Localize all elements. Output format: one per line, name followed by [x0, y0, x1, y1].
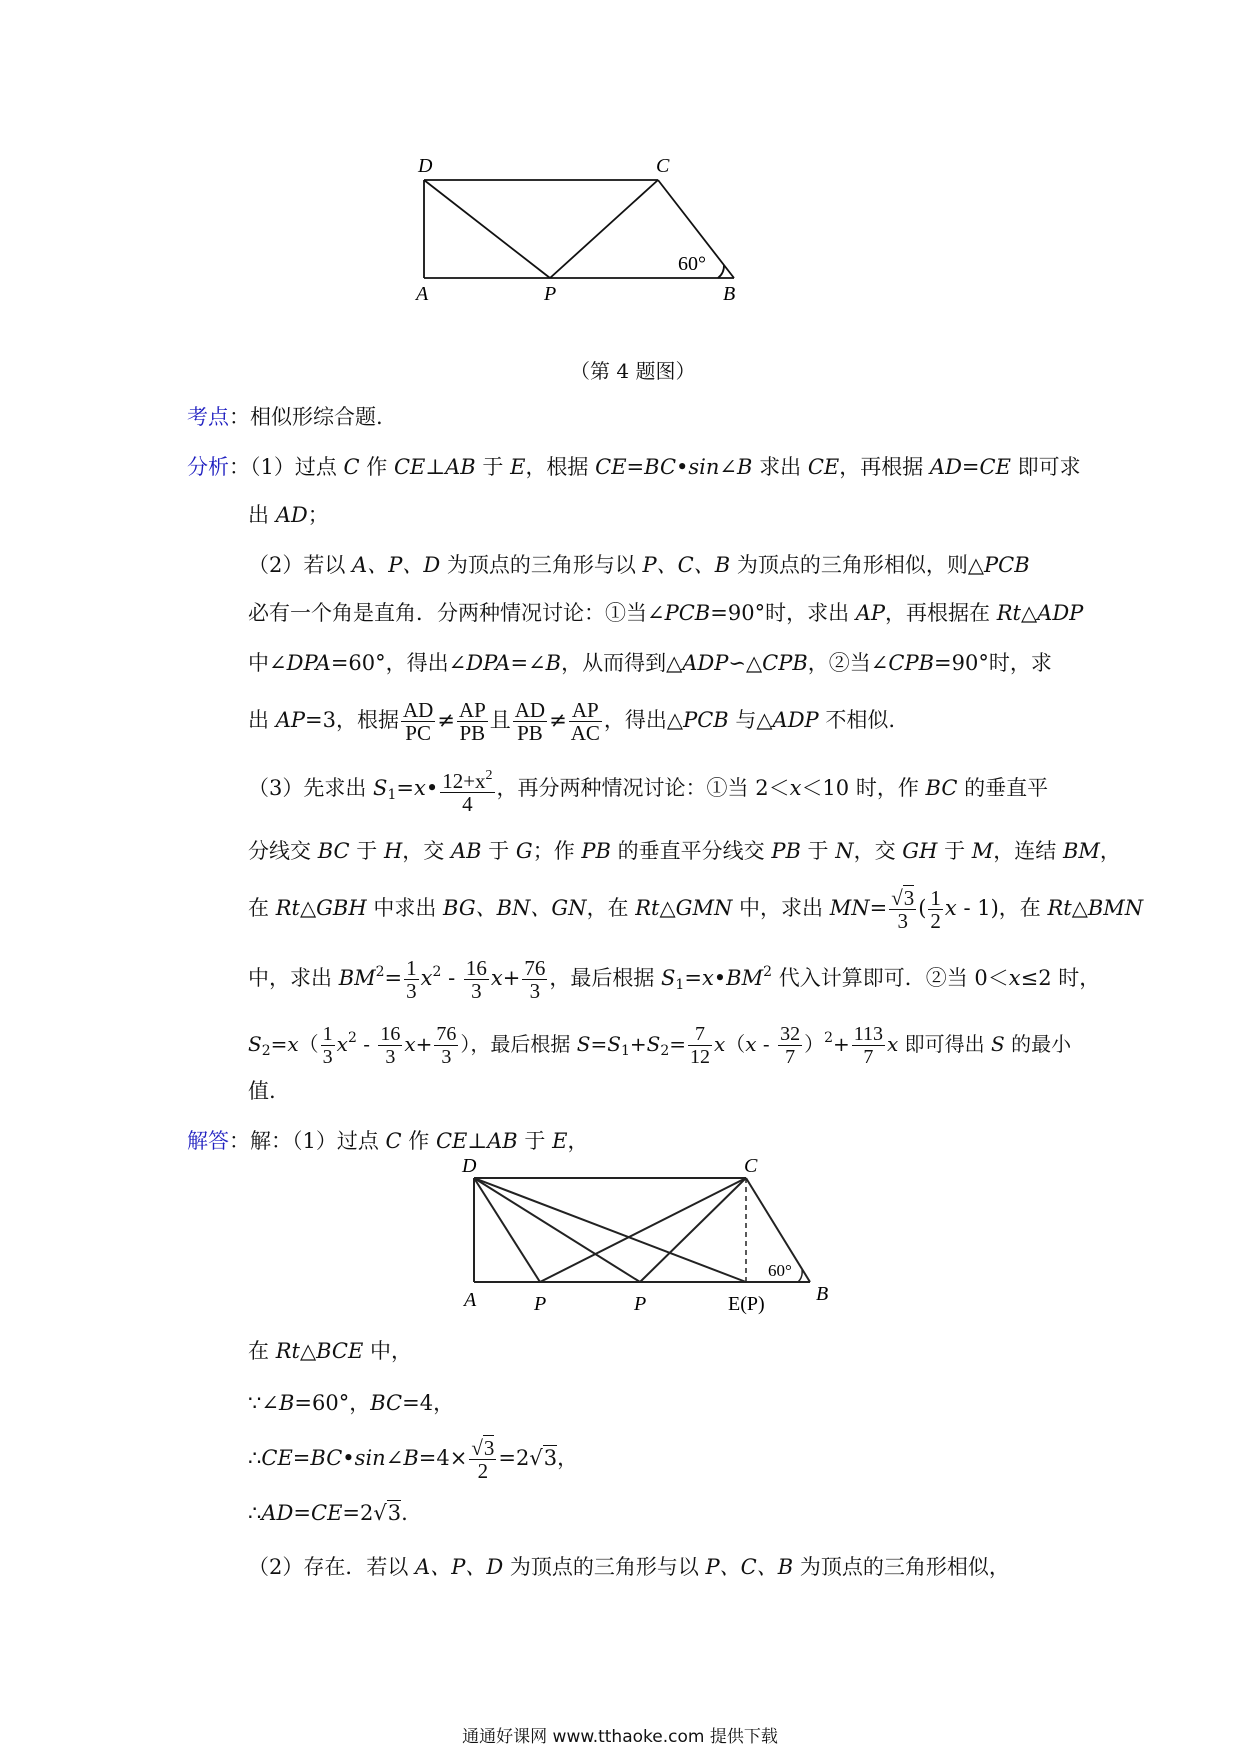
fig2-label-d: D: [462, 1158, 477, 1177]
fenxi-line-7: （3）先求出 $S_1=x•$ $\frac{12+x^2}{4}$ ，再分两种情况讨论：①当 2＜x＜10 时，作 BC 的垂直平: [248, 762, 1048, 821]
fraction-ap-pb: $\frac{AP}{PB}$: [458, 698, 486, 745]
fenxi-label: 分析: [187, 455, 229, 479]
figure-2: [450, 1158, 870, 1328]
fig1-label-a: A: [416, 283, 429, 305]
fig1-label-b: B: [723, 283, 736, 305]
fenxi-line-1: 分析：（1）过点 C 作 CE⊥AB 于 E，根据 CE=BC•sin∠B 求出 CE，再根据 AD=CE 即可求: [187, 455, 1081, 479]
fenxi-line-8: 分线交 BC 于 H，交 AB 于 G；作 PB 的垂直平分线交 PB 于 N，交 GH 于 M，连结 BM，: [248, 839, 1121, 863]
fig1-label-c: C: [656, 155, 670, 177]
fig2-label-p2: P: [634, 1293, 647, 1315]
fig1-label-d: D: [418, 155, 433, 177]
fraction-ad-pb: $\frac{AD}{PB}$: [514, 698, 546, 745]
fig2-label-b: B: [816, 1283, 829, 1305]
fenxi-line-6: 出 AP=3，根据 $\frac{AD}{PC}$ ≠ $\frac{AP}{PB}$ 且 $\frac{AD}{PB}$ ≠ $\frac{AP}{AC}$ ，得出△PCB 与△ADP 不相似.: [248, 698, 896, 745]
fenxi-line-3: （2）若以 A、P、D 为顶点的三角形与以 P、C、B 为顶点的三角形相似，则△PCB: [248, 553, 1030, 577]
fig2-label-c: C: [744, 1158, 758, 1177]
solution-line-1: 在 Rt△BCE 中，: [248, 1339, 413, 1363]
jieda-line-1: 解答：解：（1）过点 C 作 CE⊥AB 于 E，: [187, 1129, 589, 1153]
fraction-1-3: $\frac{1}{3}$: [406, 956, 417, 1003]
solution-line-2: ∵∠B=60°，BC=4，: [248, 1391, 455, 1415]
fraction-16-3: $\frac{16}{3}$: [465, 956, 487, 1003]
fenxi-line-12: 值.: [248, 1079, 276, 1103]
fraction-sqrt3-2: $\frac{√3}{2}$: [471, 1436, 495, 1483]
fig2-label-a: A: [464, 1289, 477, 1311]
fraction-s1: $\frac{12+x^2}{4}$: [440, 765, 494, 815]
fig2-angle-label: 60°: [768, 1261, 792, 1280]
figure-1-caption: （第 4 题图）: [570, 359, 696, 383]
fenxi-line-2: 出 AD；: [248, 503, 329, 527]
fenxi-line-11: $S_2=x$（ $\frac{1}{3}$ $x^2$ - $\frac{16}{3}$ x+ $\frac{76}{3}$ ），最后根据 $S=S_1+S_2=$ $\frac{7}{12}$ x（x - $\frac{32}{7}$ ）$^2$+ $\frac{113}{7}$ x 即可得出 S 的最小: [248, 1023, 1072, 1068]
fraction-sqrt3-3: $\frac{√3}{3}$: [891, 886, 915, 933]
fig2-label-e: E(P): [728, 1293, 765, 1315]
page-footer: 通通好课网 www.tthaoke.com 提供下载: [462, 1727, 778, 1747]
solution-line-4: ∴AD=CE=2√3.: [248, 1501, 408, 1525]
fig1-angle-label: 60°: [678, 253, 706, 275]
fraction-76-3: $\frac{76}{3}$: [524, 956, 546, 1003]
fraction-ap-ac: $\frac{AP}{AC}$: [570, 698, 600, 745]
kaodian-line: 考点：相似形综合题.: [187, 405, 383, 429]
jieda-label: 解答: [187, 1129, 229, 1153]
fig2-label-p1: P: [534, 1293, 547, 1315]
kaodian-label: 考点: [187, 405, 229, 429]
fig1-label-p: P: [544, 283, 557, 305]
fenxi-line-10: 中，求出 $BM^2=$ $\frac{1}{3}$ $x^2$ - $\frac{16}{3}$ x+ $\frac{76}{3}$ ，最后根据 $S_1=x•BM^2$ 代入计算即可．②当 0＜x≤2 时，: [248, 956, 1101, 1003]
fenxi-line-9: 在 Rt△GBH 中求出 BG、BN、GN，在 Rt△GMN 中，求出 MN= $\frac{√3}{3}$ ( $\frac{1}{2}$ x - 1)，在 Rt△BMN: [248, 886, 1144, 933]
solution-line-5: （2）存在．若以 A、P、D 为顶点的三角形与以 P、C、B 为顶点的三角形相似，: [248, 1555, 1010, 1579]
fraction-ad-pc: $\frac{AD}{PC}$: [402, 698, 434, 745]
fenxi-line-4: 必有一个角是直角．分两种情况讨论：①当∠PCB=90°时，求出 AP，再根据在 Rt△ADP: [248, 601, 1084, 625]
solution-line-3: ∴CE=BC•sin∠B=4× $\frac{√3}{2}$ =2√3，: [248, 1436, 579, 1483]
fraction-1-2: $\frac{1}{2}$: [930, 886, 941, 933]
figure-1: [400, 150, 840, 350]
fenxi-line-5: 中∠DPA=60°，得出∠DPA=∠B，从而得到△ADP∽△CPB，②当∠CPB=90°时，求: [248, 651, 1052, 675]
